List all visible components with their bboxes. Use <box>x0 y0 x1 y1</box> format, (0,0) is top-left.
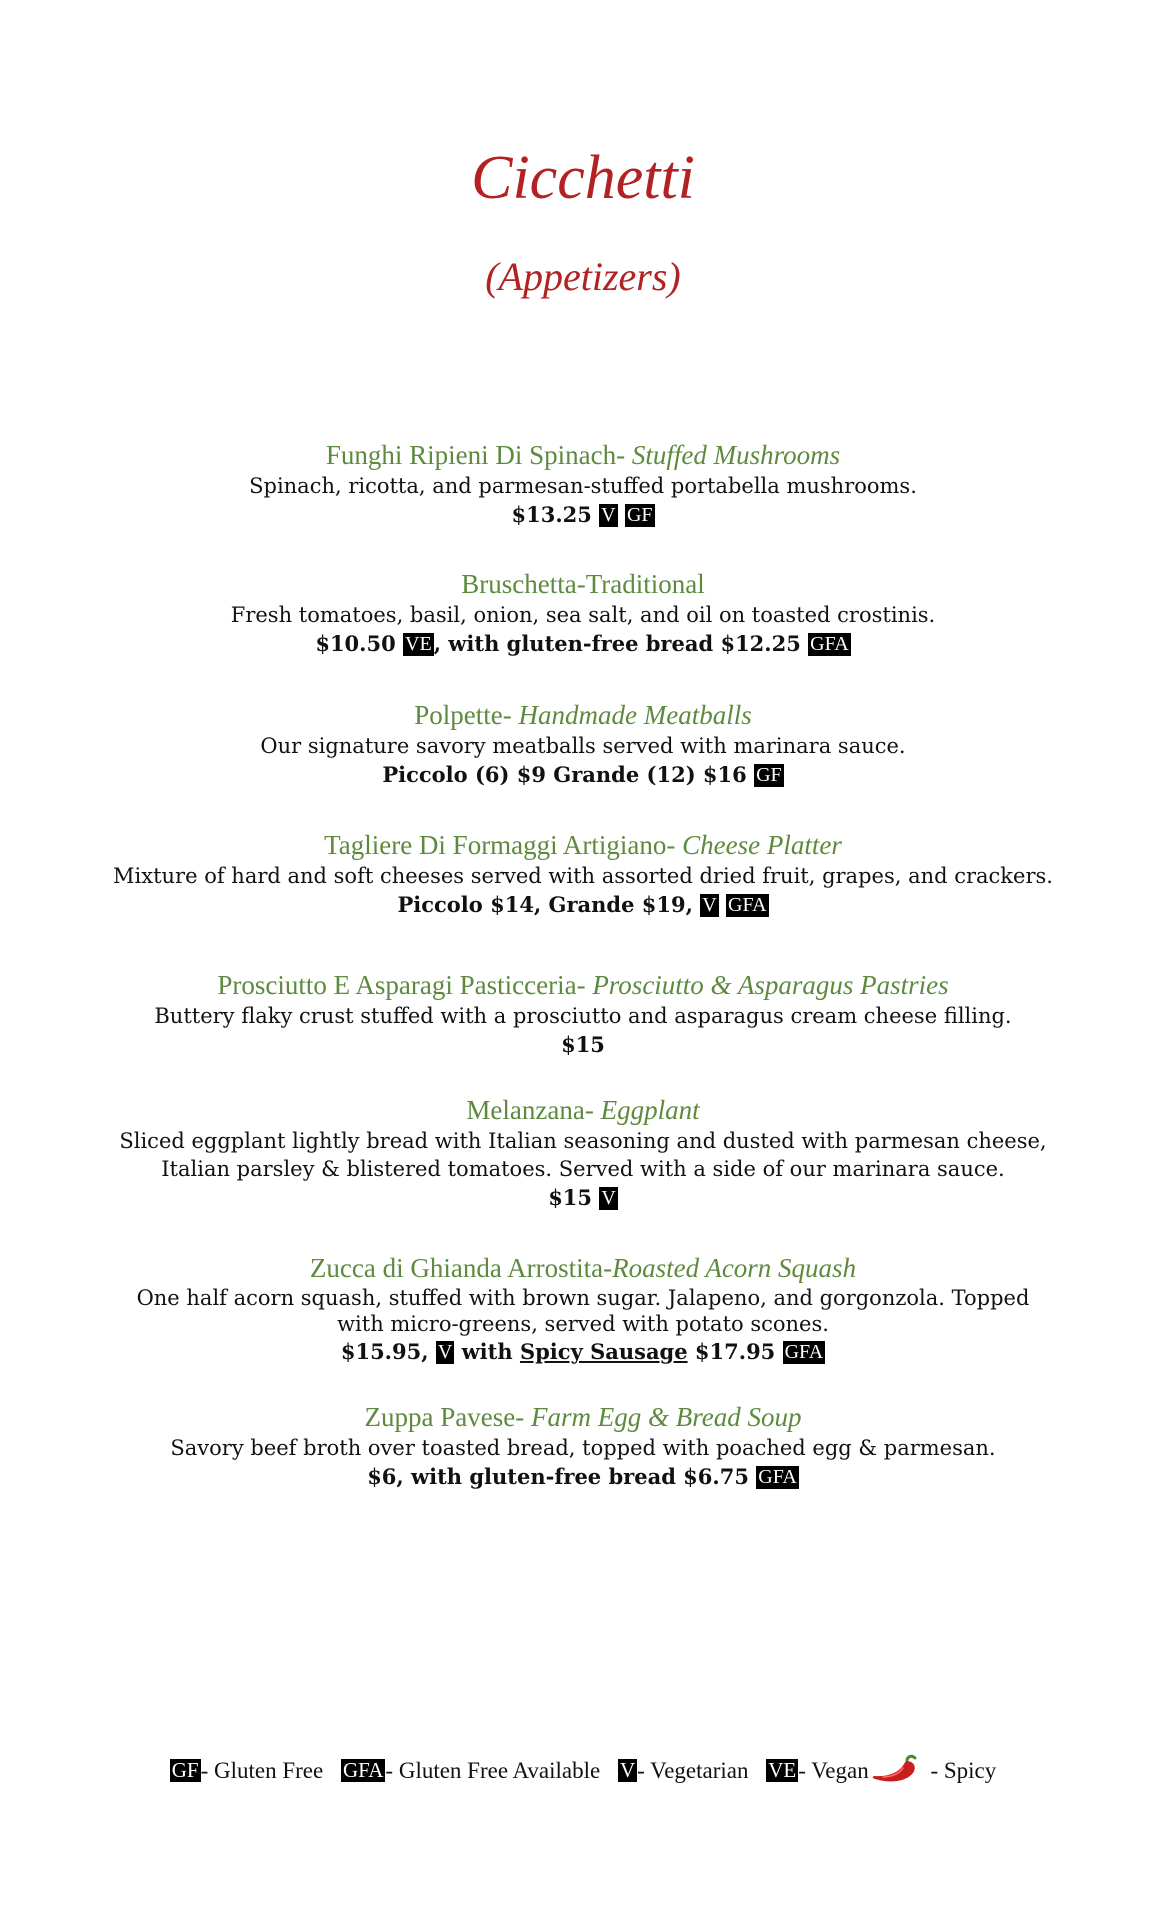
price-text: $13.25 <box>511 502 600 527</box>
item-name-english: Stuffed Mushrooms <box>631 440 841 470</box>
menu-item-bread-soup <box>0 1400 1166 1492</box>
vegetarian-badge: V <box>601 504 616 526</box>
legend-ve-text: - Vegan <box>798 1758 869 1783</box>
gluten-free-badge: GF <box>626 504 653 526</box>
menu-item-prosciutto-pastries <box>0 968 1166 1060</box>
item-name-english: Cheese Platter <box>682 830 842 860</box>
item-description: Savory beef broth over toasted bread, topped with poached egg & parmesan. <box>170 1436 996 1460</box>
vegan-badge: VE <box>405 633 432 655</box>
price-text: Piccolo $14, Grande $19, <box>397 892 701 917</box>
price-text: $15.95, <box>340 1339 436 1364</box>
menu-item-bruschetta <box>0 567 1166 659</box>
item-name-italian: Polpette- <box>414 700 519 730</box>
item-name <box>0 698 1166 732</box>
item-description-line-1: One half acorn squash, stuffed with brown sugar. Jalapeno, and gorgonzola. Topped <box>136 1286 1030 1310</box>
menu-item-cheese-platter <box>0 828 1166 920</box>
menu-item-eggplant <box>0 1093 1166 1213</box>
item-description: Spinach, ricotta, and parmesan-stuffed portabella mushrooms. <box>249 474 917 498</box>
item-price <box>0 890 1166 920</box>
page-subtitle: (Appetizers) <box>485 254 681 299</box>
item-name <box>0 1251 1166 1285</box>
item-price <box>0 1183 1166 1213</box>
price-extra: , with gluten-free bread $12.25 <box>433 631 809 656</box>
item-price <box>0 1030 1166 1060</box>
item-name-italian: Bruschetta-Traditional <box>461 569 705 599</box>
item-description-line-2: with micro-greens, served with potato scones. <box>337 1312 829 1336</box>
item-name-english: Prosciutto & Asparagus Pastries <box>592 970 949 1000</box>
dietary-legend <box>0 1752 1166 1788</box>
spicy-sausage-label: Spicy Sausage <box>519 1339 688 1364</box>
item-description: Mixture of hard and soft cheeses served with assorted dried fruit, grapes, and crackers. <box>113 864 1053 888</box>
legend-spicy-text: - Spicy <box>924 1758 997 1783</box>
item-price <box>0 629 1166 659</box>
item-name-italian: Funghi Ripieni Di Spinach- <box>325 440 632 470</box>
legend-v-badge: V <box>619 1758 636 1782</box>
price-text: Piccolo (6) $9 Grande (12) $16 <box>382 762 755 787</box>
legend-gfa-badge: GFA <box>342 1758 384 1782</box>
page-title: Cicchetti <box>471 144 695 212</box>
item-description: Fresh tomatoes, basil, onion, sea salt, and oil on toasted crostinis. <box>230 603 936 627</box>
item-name <box>0 567 1166 601</box>
item-name-english: Farm Egg & Bread Soup <box>530 1402 802 1432</box>
item-name-italian: Tagliere Di Formaggi Artigiano- <box>324 830 683 860</box>
legend-gfa-text: - Gluten Free Available <box>385 1758 601 1783</box>
menu-item-stuffed-mushrooms <box>0 438 1166 530</box>
gluten-free-badge: GF <box>756 764 782 786</box>
menu-item-meatballs <box>0 698 1166 790</box>
legend-gf-text: - Gluten Free <box>200 1758 324 1783</box>
price-end: $17.95 <box>687 1339 783 1364</box>
price-text: $15 <box>561 1032 605 1057</box>
item-name-italian: Zuppa Pavese- <box>364 1402 531 1432</box>
item-description-line-1: Sliced eggplant lightly bread with Italian seasoning and dusted with parmesan cheese, <box>119 1129 1047 1153</box>
item-price <box>0 760 1166 790</box>
item-name-italian: Zucca di Ghianda Arrostita- <box>309 1253 613 1283</box>
menu-item-acorn-squash <box>0 1251 1166 1367</box>
vegetarian-badge: V <box>601 1187 616 1209</box>
item-name-english: Handmade Meatballs <box>518 700 752 730</box>
price-text: $15 <box>548 1185 600 1210</box>
item-name-english: Eggplant <box>600 1095 700 1125</box>
item-description: Our signature savory meatballs served with marinara sauce. <box>260 734 906 758</box>
chili-pepper-icon <box>869 1752 925 1788</box>
legend-gf-badge: GF <box>171 1758 199 1782</box>
price-mid: with <box>454 1339 520 1364</box>
vegetarian-badge: V <box>437 1341 453 1363</box>
gluten-free-available-badge: GFA <box>784 1341 824 1363</box>
item-name <box>0 828 1166 862</box>
item-description: Buttery flaky crust stuffed with a prosciutto and asparagus cream cheese filling. <box>154 1004 1012 1028</box>
item-name <box>0 968 1166 1002</box>
item-name <box>0 438 1166 472</box>
legend-ve-badge: VE <box>768 1758 797 1782</box>
item-name-italian: Melanzana- <box>466 1095 601 1125</box>
item-name <box>0 1400 1166 1434</box>
vegetarian-badge: V <box>702 894 717 916</box>
price-text: $6, with gluten-free bread $6.75 <box>367 1464 757 1489</box>
item-price <box>0 1462 1166 1492</box>
price-text: $10.50 <box>315 631 404 656</box>
item-name-italian: Prosciutto E Asparagi Pasticceria- <box>217 970 593 1000</box>
item-description-line-2: Italian parsley & blistered tomatoes. Served with a side of our marinara sauce. <box>161 1157 1005 1181</box>
item-name <box>0 1093 1166 1127</box>
item-price <box>0 500 1166 530</box>
gluten-free-available-badge: GFA <box>810 633 849 655</box>
gluten-free-available-badge: GFA <box>758 1466 797 1488</box>
item-price <box>0 1337 1166 1367</box>
legend-v-text: - Vegetarian <box>637 1758 749 1783</box>
item-name-english: Roasted Acorn Squash <box>612 1253 857 1283</box>
gluten-free-available-badge: GFA <box>728 894 767 916</box>
